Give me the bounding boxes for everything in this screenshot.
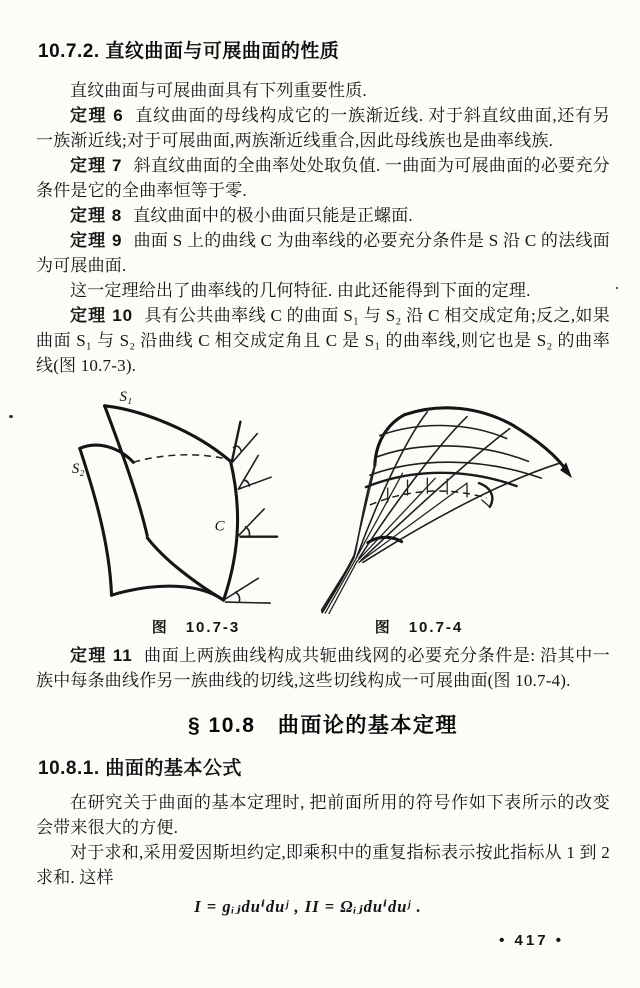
grid-transverse-curves [366,425,541,506]
subsection-title-1072: 10.7.2. 直纹曲面与可展曲面的性质 [38,41,340,62]
paragraph-notation-text: 在研究关于曲面的基本定理时, 把前面所用的符号作如下表所示的改变会带来很大的方便. [36,793,610,837]
page-number: • 417 • [499,932,564,949]
theorem-8 [36,203,610,228]
paragraph-einstein [36,840,610,890]
paragraph-notation [36,790,610,840]
figure-3-caption: 图 10.7-3 [151,619,241,636]
paragraph-einstein-text: 对于求和,采用爱因斯坦约定,即乘积中的重复指标表示按此指标从 1 到 2 求和. 这样 [36,843,610,887]
remark-paragraph [36,278,610,303]
subsection-title-1081: 10.8.1. 曲面的基本公式 [38,758,242,779]
label-s2: S₂ [71,461,85,478]
figure-10-7-3-drawing [30,384,318,614]
theorem-9-label: 定理 9 [70,231,123,250]
surface-outline [375,408,572,478]
remark-text: 这一定理给出了曲率线的几何特征. 由此还能得到下面的定理. [70,281,531,300]
theorem-7-text: 斜直纹曲面的全曲率处处取负值. 一曲面为可展曲面的必要充分条件是它的全曲率恒等于零. [36,156,610,200]
theorem-6-text: 直纹曲面的母线构成它的一族渐近线. 对于斜直纹曲面,还有另一族渐近线;对于可展曲面,两族渐近线重合,因此母线族也是曲率线族. [36,106,610,150]
theorem-11 [36,643,610,693]
theorem-10 [36,303,610,378]
tangent-line-fan [321,463,467,614]
figure-10-7-3 [30,384,318,637]
figures-row [30,384,610,637]
figure-10-7-4-drawing [318,384,616,614]
label-s1: S₁ [119,388,133,405]
theorem-7 [36,153,610,203]
theorem-6 [36,103,610,153]
scan-speck [9,415,13,418]
theorem-9-text: 曲面 S 上的曲线 C 为曲率线的必要充分条件是 S 沿 C 的法线面为可展曲面. [36,231,610,275]
fundamental-forms-formula: I = gᵢⱼduⁱduʲ , II = Ωᵢⱼduⁱduʲ . [194,897,422,916]
theorem-9 [36,228,610,278]
theorem-6-label: 定理 6 [70,106,124,125]
theorem-8-label: 定理 8 [70,206,123,225]
section-title-108: § 10.8 曲面论的基本定理 [188,714,458,737]
theorem-10-label: 定理 10 [70,306,134,325]
figure-10-7-4 [318,384,616,637]
figure-4-caption: 图 10.7-4 [374,619,464,636]
theorem-8-text: 直纹曲面中的极小曲面只能是正螺面. [133,206,413,225]
theorem-7-label: 定理 7 [70,156,123,175]
scan-speck [616,287,618,289]
intro-paragraph [36,78,610,103]
figure-3-labels [72,389,226,535]
theorem-10-text: 具有公共曲率线 C 的曲面 S₁ 与 S₂ 沿 C 相交成定角;反之,如果曲面 S₁ 与 S₂ 沿曲线 C 相交成定角且 C 是 S₁ 的曲率线,则它也是 S₂ 的曲率线(图 10.7-3). [36,306,610,375]
surface-s2-outline [80,445,228,600]
theorem-11-label: 定理 11 [70,646,133,665]
label-c: C [214,518,225,535]
surface-s1-outline [105,406,238,600]
intro-text: 直纹曲面与可展曲面具有下列重要性质. [70,81,367,100]
theorem-11-text: 曲面上两族曲线构成共轭曲线网的必要充分条件是: 沿其中一族中每条曲线作另一族曲线的切线,这些切线构成一可展曲面(图 10.7-4). [36,646,610,690]
